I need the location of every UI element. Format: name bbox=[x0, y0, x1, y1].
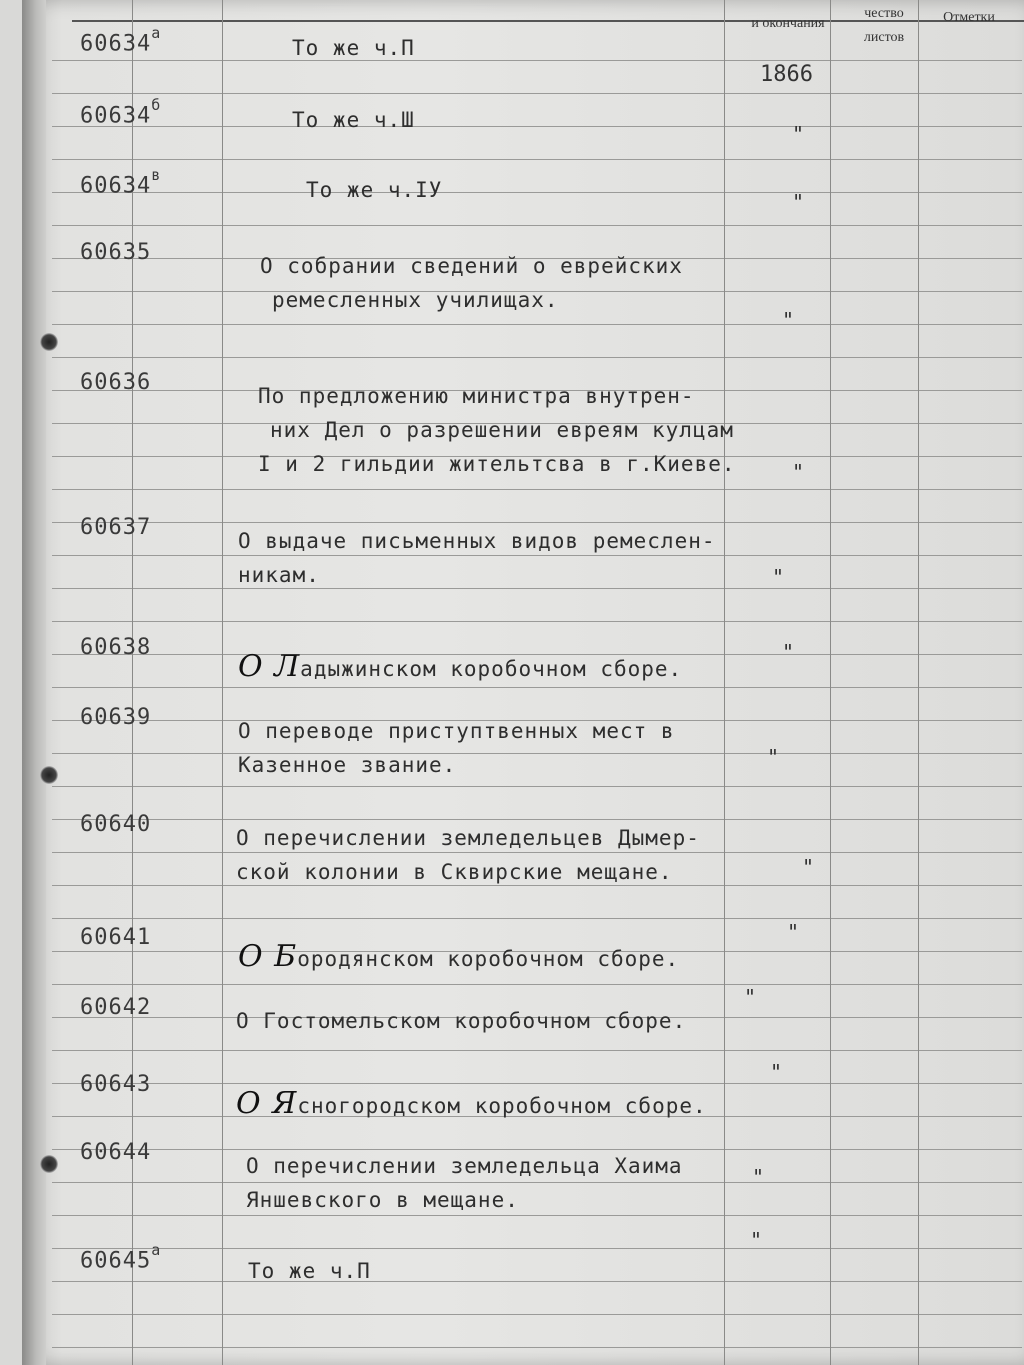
ruled-line bbox=[52, 588, 1022, 589]
entry-text-line: То же ч.IУ bbox=[306, 178, 443, 202]
entry-text-line: То же ч.Ш bbox=[292, 108, 415, 132]
handwritten-correction: О Л bbox=[238, 649, 301, 684]
entry-number: 60639 bbox=[80, 705, 152, 730]
ruled-line bbox=[52, 918, 1022, 919]
ruled-line bbox=[52, 1248, 1022, 1249]
punch-hole-1 bbox=[40, 333, 58, 351]
ruled-line bbox=[52, 1215, 1022, 1216]
ruled-line bbox=[52, 885, 1022, 886]
header-sheets-2: листов bbox=[863, 30, 905, 45]
column-line bbox=[830, 0, 831, 1365]
ruled-line bbox=[52, 1347, 1022, 1348]
entry-text-line: О перечислении земледельцев Дымер- bbox=[236, 826, 700, 850]
column-line bbox=[918, 0, 919, 1365]
ruled-line bbox=[52, 1314, 1022, 1315]
ruled-line bbox=[52, 621, 1022, 622]
entry-number: $60634^б$ bbox=[80, 96, 162, 129]
ruled-line bbox=[52, 687, 1022, 688]
ruled-line bbox=[52, 852, 1022, 853]
ruled-line bbox=[52, 819, 1022, 820]
ruled-line bbox=[52, 786, 1022, 787]
entry-text-line: О переводе приступтвенных мест в bbox=[238, 719, 675, 743]
header-notes: Отметки bbox=[943, 10, 995, 25]
year-1866: 1866 bbox=[760, 62, 813, 87]
entry-number: 60636 bbox=[80, 370, 152, 395]
entry-text-line bbox=[238, 649, 682, 684]
ruled-line bbox=[52, 159, 1022, 160]
entry-number-suffix: а bbox=[151, 1241, 162, 1259]
entry-text-line: I и 2 гильдии жительтсва в г.Киеве. bbox=[258, 452, 736, 476]
ruled-line bbox=[52, 126, 1022, 127]
entry-number: 60637 bbox=[80, 515, 152, 540]
entry-text-line bbox=[238, 939, 679, 974]
entry-text-line: Яншевского в мещане. bbox=[246, 1188, 519, 1212]
ruled-line bbox=[52, 1149, 1022, 1150]
ruled-line bbox=[52, 225, 1022, 226]
entry-number: 60644 bbox=[80, 1140, 152, 1165]
ditto-mark: " bbox=[792, 460, 805, 484]
ditto-mark: " bbox=[787, 920, 800, 944]
ditto-mark: " bbox=[782, 308, 795, 332]
entry-number-suffix: б bbox=[151, 96, 162, 114]
entry-number: $60634^а$ bbox=[80, 24, 162, 57]
entry-number: $60645^а$ bbox=[80, 1241, 162, 1274]
header-dates: и окончания bbox=[751, 16, 825, 31]
entry-number: 60635 bbox=[80, 240, 152, 265]
ruled-line bbox=[52, 984, 1022, 985]
entry-text-rest: сногородском коробочном сборе. bbox=[297, 1094, 707, 1118]
ditto-mark: " bbox=[744, 985, 757, 1009]
entry-text-line: ремесленных училищах. bbox=[272, 288, 559, 312]
entry-text-line: То же ч.П bbox=[292, 36, 415, 60]
entry-number: 60642 bbox=[80, 995, 152, 1020]
ruled-line bbox=[52, 1182, 1022, 1183]
ruled-line bbox=[52, 357, 1022, 358]
entry-text-line: По предложению министра внутрен- bbox=[258, 384, 695, 408]
entry-text-line: О выдаче письменных видов ремеслен- bbox=[238, 529, 716, 553]
entry-text-line: ской колонии в Сквирские мещане. bbox=[236, 860, 673, 884]
ditto-mark: " bbox=[782, 640, 795, 664]
ledger-page bbox=[22, 0, 1024, 1365]
column-line bbox=[724, 0, 725, 1365]
entry-number-suffix: а bbox=[151, 24, 162, 42]
entry-number: $60634^в$ bbox=[80, 166, 162, 199]
handwritten-correction: О Я bbox=[236, 1086, 298, 1121]
ditto-mark: " bbox=[802, 855, 815, 879]
entry-text-line: О собрании сведений о еврейских bbox=[260, 254, 683, 278]
ditto-mark: " bbox=[752, 1165, 765, 1189]
entry-text-rest: ородянском коробочном сборе. bbox=[297, 947, 680, 971]
ditto-mark: " bbox=[772, 565, 785, 589]
ruled-line bbox=[52, 522, 1022, 523]
header-sheets-1: чество bbox=[864, 6, 904, 21]
entry-text-line: О Гостомельском коробочном сборе. bbox=[236, 1009, 687, 1033]
ruled-line bbox=[52, 60, 1022, 61]
ruled-line bbox=[52, 192, 1022, 193]
ruled-line bbox=[52, 1050, 1022, 1051]
ditto-mark: " bbox=[750, 1228, 763, 1252]
entry-text-line: них Дел о разрешении евреям кулцам bbox=[270, 418, 734, 442]
column-line bbox=[222, 0, 223, 1365]
entry-number-suffix: в bbox=[151, 166, 162, 184]
entry-number: 60640 bbox=[80, 812, 152, 837]
entry-text-line: никам. bbox=[238, 563, 320, 587]
ruled-line bbox=[52, 489, 1022, 490]
entry-text-line bbox=[236, 1086, 707, 1121]
ruled-line bbox=[52, 93, 1022, 94]
entry-number: 60638 bbox=[80, 635, 152, 660]
ruled-line bbox=[52, 1083, 1022, 1084]
ditto-mark: " bbox=[770, 1060, 783, 1084]
ditto-mark: " bbox=[792, 122, 805, 146]
ruled-line bbox=[52, 555, 1022, 556]
entry-text-line: То же ч.П bbox=[248, 1259, 371, 1283]
entry-number: 60641 bbox=[80, 925, 152, 950]
ruled-line bbox=[52, 1281, 1022, 1282]
punch-hole-3 bbox=[40, 1155, 58, 1173]
entry-text-line: О перечислении земледельца Хаима bbox=[246, 1154, 683, 1178]
ditto-mark: " bbox=[792, 190, 805, 214]
punch-hole-2 bbox=[40, 766, 58, 784]
ruled-line bbox=[52, 753, 1022, 754]
ditto-mark: " bbox=[767, 745, 780, 769]
handwritten-correction: О Б bbox=[238, 939, 298, 974]
entry-text-line: Казенное звание. bbox=[238, 753, 457, 777]
entry-text-rest: адыжинском коробочном сборе. bbox=[300, 657, 683, 681]
entry-number: 60643 bbox=[80, 1072, 152, 1097]
ruled-line bbox=[52, 324, 1022, 325]
